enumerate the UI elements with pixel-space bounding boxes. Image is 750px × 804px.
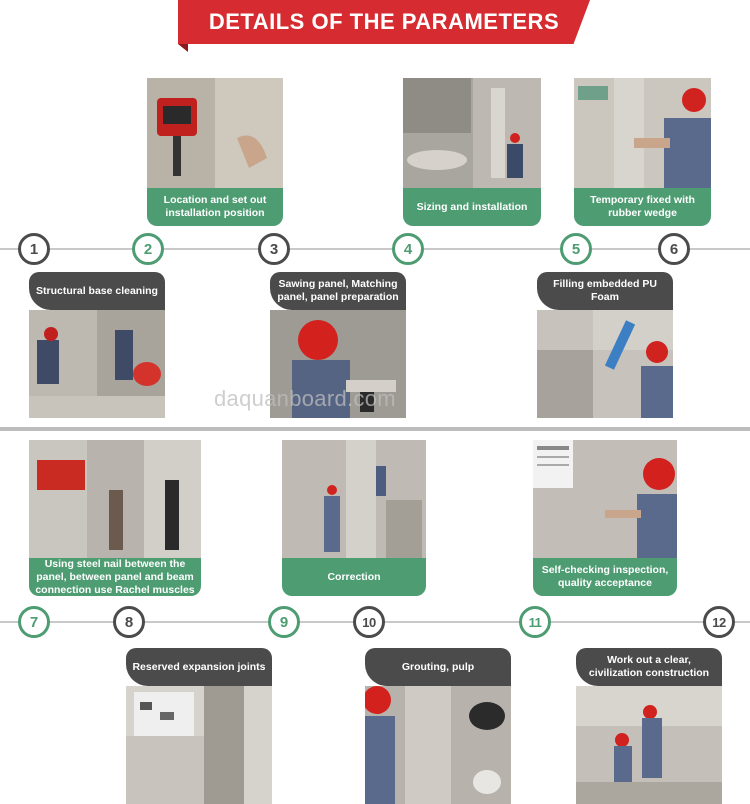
step-11-node: 11 bbox=[519, 606, 551, 638]
caption-step-6: Filling embedded PU Foam bbox=[537, 272, 673, 310]
watermark: daquanboard.com bbox=[214, 386, 396, 411]
caption-step-4: Sizing and installation bbox=[403, 188, 541, 226]
photo-step-10 bbox=[365, 686, 511, 804]
photo-step-11 bbox=[533, 440, 677, 558]
caption-step-3: Sawing panel, Matching panel, panel preparation bbox=[270, 272, 406, 310]
photo-step-2 bbox=[147, 78, 283, 188]
step-4-node: 4 bbox=[392, 233, 424, 265]
photo-step-12 bbox=[576, 686, 722, 804]
photo-step-9 bbox=[282, 440, 426, 558]
step-12-node: 12 bbox=[703, 606, 735, 638]
caption-step-7: Using steel nail between the panel, between panel and beam connection use Rachel muscles bbox=[29, 558, 201, 596]
step-5-node: 5 bbox=[560, 233, 592, 265]
step-10-node: 10 bbox=[353, 606, 385, 638]
page-title: DETAILS OF THE PARAMETERS bbox=[208, 9, 560, 34]
caption-step-10: Grouting, pulp bbox=[365, 648, 511, 686]
step-9-node: 9 bbox=[268, 606, 300, 638]
caption-step-2: Location and set out installation position bbox=[147, 188, 283, 226]
step-3-node: 3 bbox=[258, 233, 290, 265]
photo-step-8 bbox=[126, 686, 272, 804]
caption-step-5: Temporary fixed with rubber wedge bbox=[574, 188, 711, 226]
caption-step-8: Reserved expansion joints bbox=[126, 648, 272, 686]
timeline-top bbox=[0, 248, 750, 250]
photo-step-4 bbox=[403, 78, 541, 188]
step-7-node: 7 bbox=[18, 606, 50, 638]
caption-step-9: Correction bbox=[282, 558, 426, 596]
banner-fold bbox=[178, 44, 188, 52]
photo-step-6 bbox=[537, 310, 673, 418]
photo-step-1 bbox=[29, 310, 165, 418]
photo-step-5 bbox=[574, 78, 711, 188]
caption-step-11: Self-checking inspection, quality acceptance bbox=[533, 558, 677, 596]
row-separator bbox=[0, 427, 750, 431]
photo-step-7 bbox=[29, 440, 201, 558]
step-8-node: 8 bbox=[113, 606, 145, 638]
step-2-node: 2 bbox=[132, 233, 164, 265]
step-1-node: 1 bbox=[18, 233, 50, 265]
caption-step-1: Structural base cleaning bbox=[29, 272, 165, 310]
caption-step-12: Work out a clear, civilization construction bbox=[576, 648, 722, 686]
step-6-node: 6 bbox=[658, 233, 690, 265]
